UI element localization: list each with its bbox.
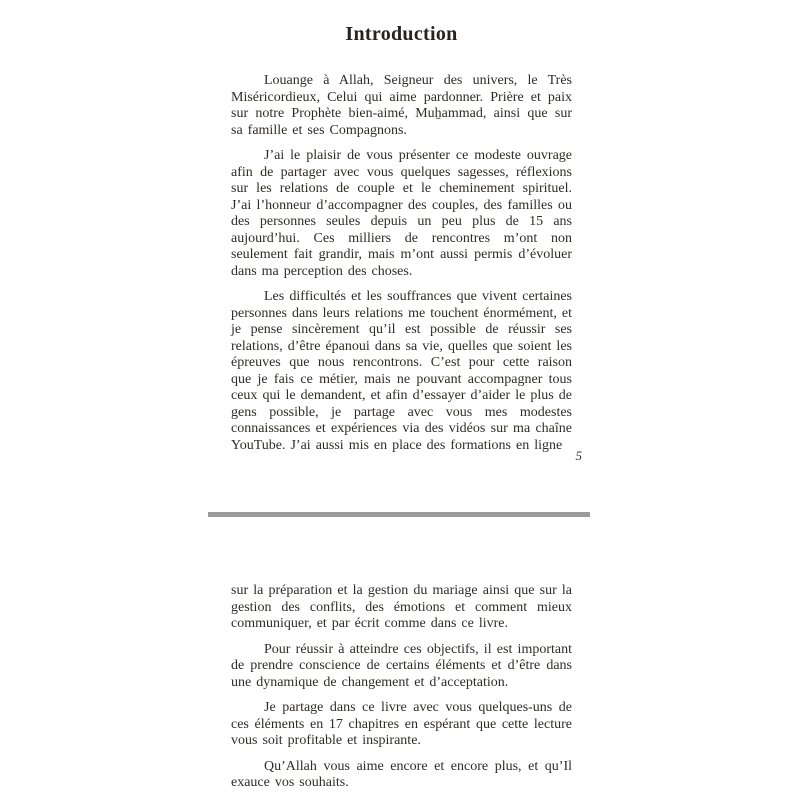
page-number: 5	[575, 448, 582, 463]
book-page-bottom	[231, 583, 572, 792]
paragraph: sur la préparation et la gestion du mariage ainsi que sur la gestion des conflits, des émotions et comment mieux communiquer, et par écrit comme dans ce livre.	[231, 583, 572, 631]
book-page-top	[231, 22, 572, 454]
chapter-title: Introduction	[345, 23, 458, 45]
paragraph: Pour réussir à atteindre ces objectifs, il est important de prendre conscience de certains éléments et d’être dans une dynamique de changement et d’acceptation.	[231, 641, 572, 690]
page-divider	[208, 512, 590, 517]
paragraph: Qu’Allah vous aime encore et encore plus, et qu’Il exauce vos souhaits.	[231, 758, 572, 790]
paragraph: Je partage dans ce livre avec vous quelques-uns de ces éléments en 17 chapitres en espérant que cette lecture vous soit profitable et inspirante.	[231, 700, 572, 748]
paragraph: Louange à Allah, Seigneur des univers, le Très Miséricordieux, Celui qui aime pardonner. Prière et paix sur notre Prophète bien-aimé, Muẖammad, ainsi que sur sa famille et ses Compagnons.	[231, 73, 572, 138]
paragraph: J’ai le plaisir de vous présenter ce modeste ouvrage afin de partager avec vous quelques sagesses, réflexions sur les relations de couple et le cheminement spirituel. J’ai l’honneur d’accompagner des couples, des familles ou des personnes seules depuis un peu plus de 15 ans aujourd’hui. Ces milliers de rencontres m’ont non seulement fait grandir, mais m’ont aussi permis d’évoluer dans ma perception des choses.	[231, 148, 572, 279]
paragraph: Les difficultés et les souffrances que vivent certaines personnes dans leurs relations me touchent énormément, et je pense sincèrement qu’il est possible de réussir ses relations, d’être épanoui dans sa vie, quelles que soient les épreuves que nous rencontrons. C’est pour cette raison que je fais ce métier, mais ne pouvant accompagner tous ceux qui le demandent, et afin d’essayer d’aider le plus de gens possible, je partage avec vous mes modestes connaissances et expériences via des vidéos sur ma chaîne YouTube. J’ai aussi mis en place des formations en ligne	[231, 289, 572, 453]
